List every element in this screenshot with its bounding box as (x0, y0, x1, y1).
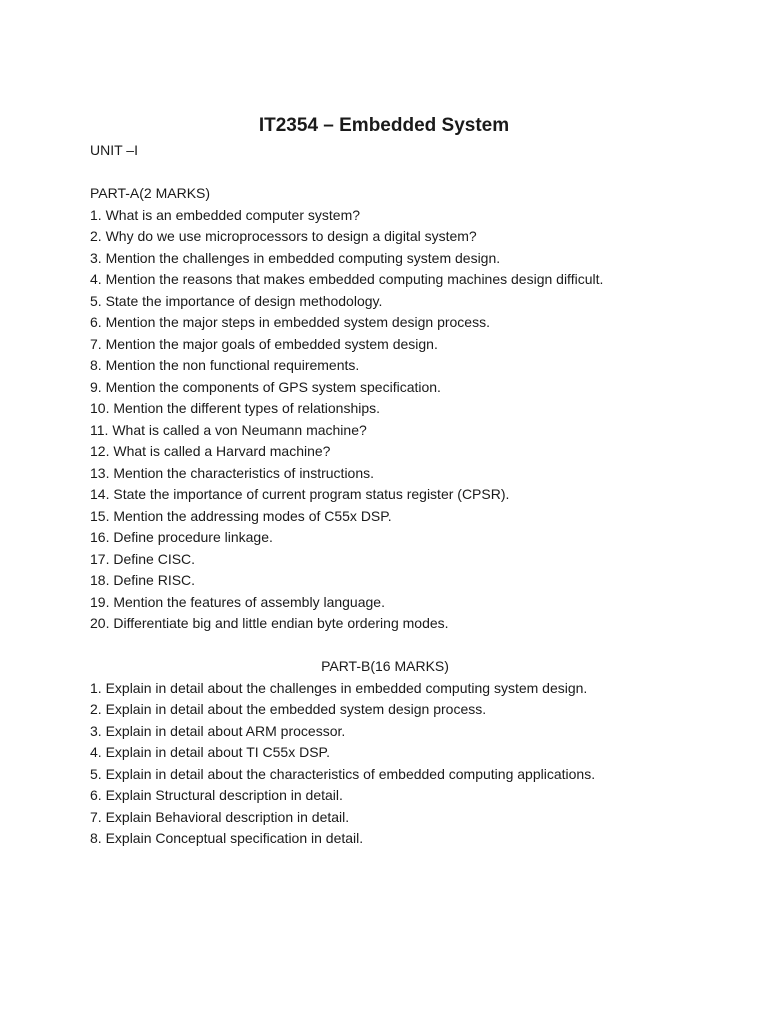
part-a-question: 20. Differentiate big and little endian byte ordering modes. (90, 615, 449, 631)
part-b-question: 7. Explain Behavioral description in detail. (90, 808, 350, 825)
part-b-question: 4. Explain in detail about TI C55x DSP. (90, 744, 330, 760)
part-b-question: 1. Explain in detail about the challenges in embedded computing system design. (90, 679, 588, 696)
part-b-question: 8. Explain Conceptual specification in detail. (90, 830, 364, 846)
part-a-question: 6. Mention the major steps in embedded system design process. (90, 314, 490, 330)
part-a-question: 15. Mention the addressing modes of C55x DSP. (90, 507, 392, 524)
part-b-heading: PART-B(16 MARKS) (321, 658, 449, 674)
part-a-question: 7. Mention the major goals of embedded system design. (90, 335, 438, 352)
part-a-question: 8. Mention the non functional requirements. (90, 357, 360, 373)
part-a-question: 10. Mention the different types of relationships. (90, 400, 381, 416)
part-b-question: 6. Explain Structural description in detail. (90, 787, 343, 803)
part-b-question: 5. Explain in detail about the characteristics of embedded computing applications. (90, 765, 596, 782)
part-a-question: 11. What is called a von Neumann machine? (90, 421, 367, 438)
part-b-question-list (90, 678, 690, 850)
part-a-question: 5. State the importance of design methodology. (90, 292, 383, 309)
unit-heading: UNIT –I (90, 142, 138, 158)
part-a-question: 19. Mention the features of assembly language. (90, 593, 385, 610)
section-spacer (90, 635, 690, 657)
part-a-question: 16. Define procedure linkage. (90, 529, 273, 545)
part-a-heading: PART-A(2 MARKS) (90, 185, 211, 201)
part-a-question: 9. Mention the components of GPS system specification. (90, 378, 441, 395)
part-a-question: 3. Mention the challenges in embedded computing system design. (90, 249, 501, 266)
part-a-question: 1. What is an embedded computer system? (90, 206, 361, 223)
part-a-question: 18. Define RISC. (90, 572, 196, 588)
part-a-question: 14. State the importance of current program status register (CPSR). (90, 486, 510, 502)
part-a-question-list (90, 205, 690, 635)
part-a-question: 4. Mention the reasons that makes embedded computing machines design difficult. (90, 271, 604, 287)
document-body (90, 140, 690, 850)
part-a-question: 2. Why do we use microprocessors to design a digital system? (90, 228, 477, 244)
part-a-question: 13. Mention the characteristics of instructions. (90, 464, 375, 481)
part-a-question: 12. What is called a Harvard machine? (90, 443, 331, 459)
part-a-question: 17. Define CISC. (90, 550, 196, 567)
part-b-question: 3. Explain in detail about ARM processor. (90, 722, 346, 739)
document-title: IT2354 – Embedded System (258, 115, 510, 136)
part-b-question: 2. Explain in detail about the embedded system design process. (90, 701, 487, 717)
